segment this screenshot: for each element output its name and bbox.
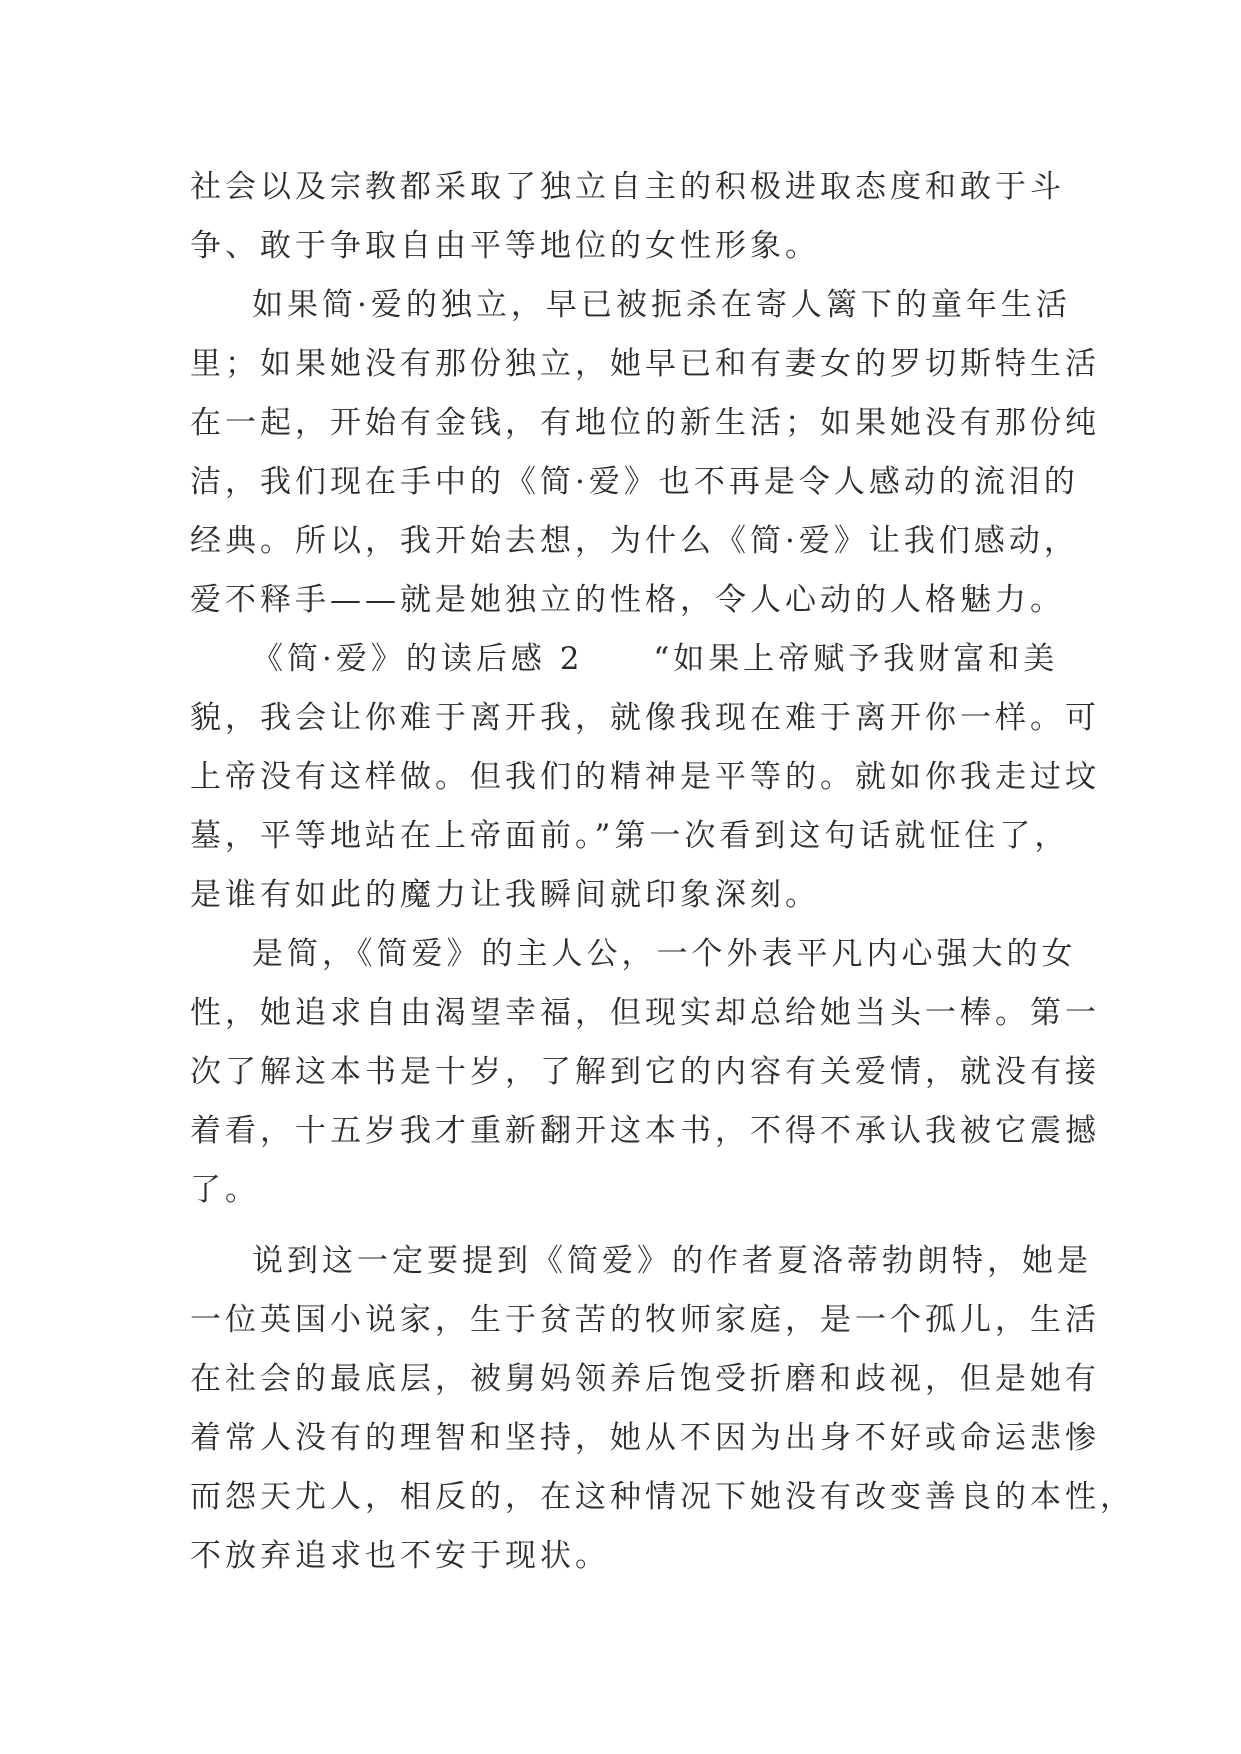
- text-line: 是谁有如此的魔力让我瞬间就印象深刻。: [190, 877, 820, 913]
- text-line: 而怨天尤人，相反的，在这种情况下她没有改变善良的本性，: [190, 1479, 1135, 1515]
- text-line: 争、敢于争取自由平等地位的女性形象。: [190, 228, 820, 264]
- text-line: 不放弃追求也不安于现状。: [190, 1538, 610, 1574]
- text-line: 在社会的最底层，被舅妈领养后饱受折磨和歧视，但是她有: [190, 1361, 1100, 1397]
- paragraph: [190, 630, 1100, 925]
- text-line: 是简，《简爱》的主人公，一个外表平凡内心强大的女: [252, 936, 1077, 972]
- text-line: 爱不释手——就是她独立的性格，令人心动的人格魅力。: [190, 582, 1065, 618]
- text-line: 了。: [190, 1172, 260, 1208]
- document-body: [190, 158, 1135, 1586]
- paragraph-spacer: [190, 1220, 1050, 1232]
- paragraph: [190, 1232, 1135, 1586]
- text-line: 里；如果她没有那份独立，她早已和有妻女的罗切斯特生活: [190, 346, 1100, 382]
- text-line: 上帝没有这样做。但我们的精神是平等的。就如你我走过坟: [190, 759, 1100, 795]
- paragraph: [190, 925, 1100, 1220]
- text-line: 着常人没有的理智和坚持，她从不因为出身不好或命运悲惨: [190, 1420, 1100, 1456]
- text-line: 《简·爱》的读后感 2 “如果上帝赋予我财富和美: [252, 641, 1059, 677]
- paragraph: [190, 276, 1100, 630]
- text-line: 墓，平等地站在上帝面前。”第一次看到这句话就怔住了，: [190, 818, 1070, 854]
- text-line: 经典。所以，我开始去想，为什么《简·爱》让我们感动，: [190, 523, 1079, 559]
- text-line: 如果简·爱的独立，早已被扼杀在寄人篱下的童年生活: [252, 287, 1071, 323]
- text-line: 貌，我会让你难于离开我，就像我现在难于离开你一样。可: [190, 700, 1100, 736]
- text-line: 说到这一定要提到《简爱》的作者夏洛蒂勃朗特，她是: [252, 1243, 1092, 1279]
- text-line: 洁，我们现在手中的《简·爱》也不再是令人感动的流泪的: [190, 464, 1079, 500]
- text-line: 一位英国小说家，生于贫苦的牧师家庭，是一个孤儿，生活: [190, 1302, 1100, 1338]
- text-line: 在一起，开始有金钱，有地位的新生活；如果她没有那份纯: [190, 405, 1100, 441]
- paragraph: [190, 158, 1065, 276]
- text-line: 性，她追求自由渴望幸福，但现实却总给她当头一棒。第一: [190, 995, 1100, 1031]
- text-line: 社会以及宗教都采取了独立自主的积极进取态度和敢于斗: [190, 169, 1065, 205]
- text-line: 着看，十五岁我才重新翻开这本书，不得不承认我被它震撼: [190, 1113, 1100, 1149]
- text-line: 次了解这本书是十岁，了解到它的内容有关爱情，就没有接: [190, 1054, 1100, 1090]
